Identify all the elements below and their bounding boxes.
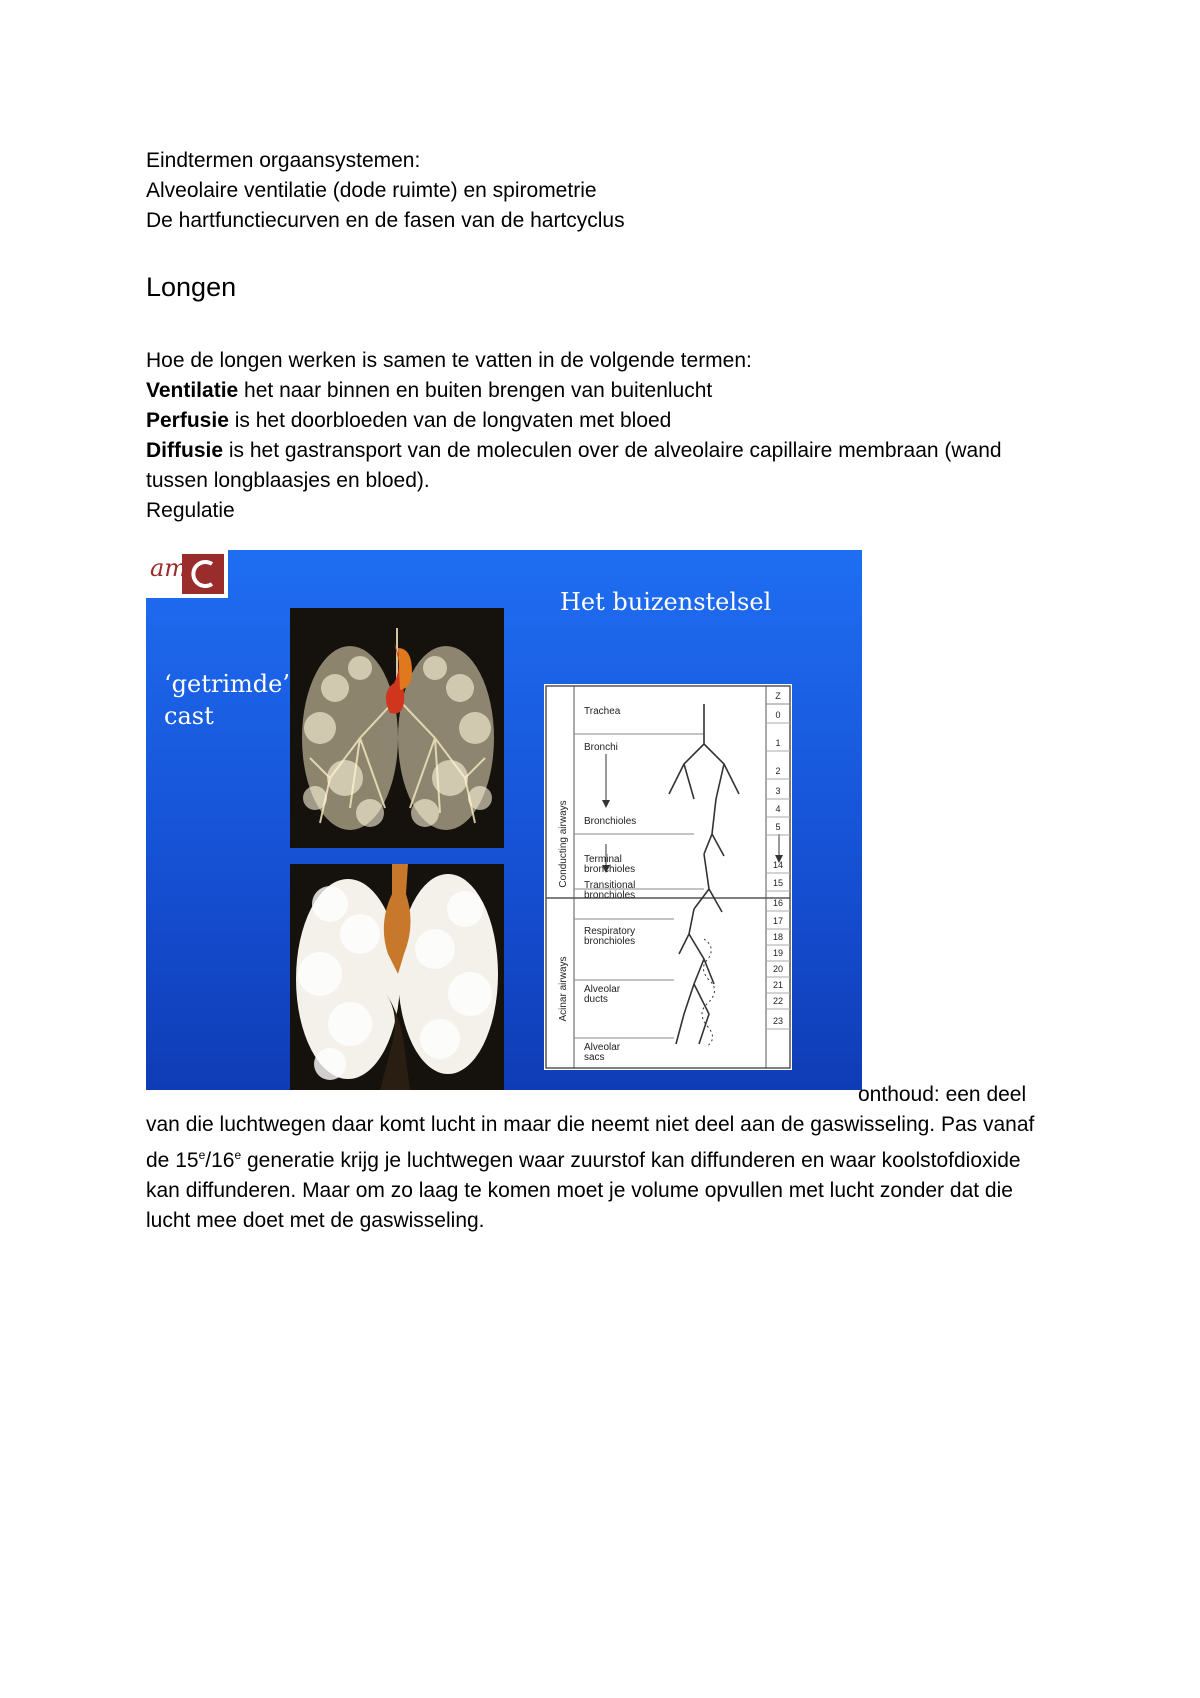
summary-last: Regulatie: [146, 499, 235, 522]
section-heading: Longen: [146, 272, 237, 302]
diagram-generation-number: 23: [772, 1016, 784, 1026]
diagram-generation-number: 20: [772, 964, 784, 974]
term-text: het naar binnen en buiten brengen van buitenlucht: [238, 379, 713, 402]
amc-logo: [146, 550, 228, 598]
zone-label: Acinar airways: [558, 956, 569, 1022]
diagram-generation-number: 3: [775, 786, 781, 796]
diagram-airway-label: Alveolar sacs: [584, 1042, 621, 1063]
diagram-generation-number: 1: [775, 738, 781, 748]
term-diffusie: [146, 436, 1046, 496]
intro-line-1: Eindtermen orgaansystemen:: [146, 149, 421, 172]
note-sup-1: e: [198, 1148, 206, 1162]
zone-label: Conducting airways: [558, 800, 569, 888]
diagram-airway-label: Alveolar ducts: [584, 984, 621, 1005]
summary-block: [146, 346, 1046, 526]
bronchial-cast-photo: [290, 608, 504, 848]
term-label: Ventilatie: [146, 379, 239, 402]
logo-c-block: [182, 554, 224, 594]
airway-generations-diagram: [544, 684, 792, 1070]
term-label: Diffusie: [146, 439, 224, 462]
diagram-airway-label: Bronchioles: [584, 816, 637, 827]
diagram-generation-number: 18: [772, 932, 784, 942]
note-mid: /16: [205, 1149, 235, 1172]
diagram-airway-label: Terminal bronchioles: [584, 854, 636, 875]
diagram-airway-label: Respiratory bronchioles: [584, 926, 636, 947]
diagram-generation-number: 19: [772, 948, 784, 958]
diagram-generation-number: 5: [775, 822, 781, 832]
note-rest: generatie krijg je luchtwegen waar zuurstof kan diffunderen en waar koolstofdioxide kan diffunderen. Maar om zo laag te komen moet je volume opvullen met lucht zonder dat die lucht mee doet met de gaswisseling.: [146, 1149, 1021, 1232]
slide-label-line-2: cast: [164, 702, 214, 730]
term-text: is het gastransport van de moleculen over de alveolaire capillaire membraan (wand tussen longblaasjes en bloed).: [146, 439, 1002, 492]
note-sup-2: e: [234, 1148, 242, 1162]
diagram-airway-label: Trachea: [584, 706, 621, 717]
note-start: onthoud: een deel van die luchtwegen daar komt lucht in maar die neemt niet deel aan de gaswisseling. Pas vanaf de 15: [146, 1083, 1035, 1172]
note-text: [146, 1080, 1046, 1236]
term-label: Perfusie: [146, 409, 229, 432]
lecture-slide-image: [146, 550, 862, 1090]
diagram-airway-label: Transitional bronchioles: [584, 880, 636, 901]
diagram-generation-number: 15: [772, 878, 784, 888]
slide-title: Het buizenstelsel: [560, 588, 772, 616]
term-perfusie: [146, 406, 1046, 436]
diagram-generation-number: 0: [775, 710, 781, 720]
diagram-generation-number: 22: [772, 996, 784, 1006]
logo-text: am: [150, 554, 188, 582]
diagram-airway-label: Bronchi: [584, 742, 618, 753]
slide-label-line-1: ‘getrimde’: [164, 670, 290, 698]
diagram-generation-number: 4: [775, 804, 781, 814]
alveolar-cast-photo: [290, 864, 504, 1090]
diagram-generation-number: 17: [772, 916, 784, 926]
term-ventilatie: [146, 376, 1046, 406]
diagram-generation-number: 2: [775, 766, 781, 776]
diagram-generation-number: 21: [772, 980, 784, 990]
term-text: is het doorbloeden van de longvaten met bloed: [228, 409, 672, 432]
diagram-generation-number: 14: [772, 860, 784, 870]
intro-line-3: De hartfunctiecurven en de fasen van de hartcyclus: [146, 209, 625, 232]
note-paragraph: [146, 1080, 1046, 1236]
diagram-generation-number: 16: [772, 898, 784, 908]
slide-label: [164, 668, 290, 732]
summary-lead: Hoe de longen werken is samen te vatten in de volgende termen:: [146, 349, 752, 372]
intro-line-2: Alveolaire ventilatie (dode ruimte) en spirometrie: [146, 179, 597, 202]
z-header: Z: [775, 691, 781, 701]
